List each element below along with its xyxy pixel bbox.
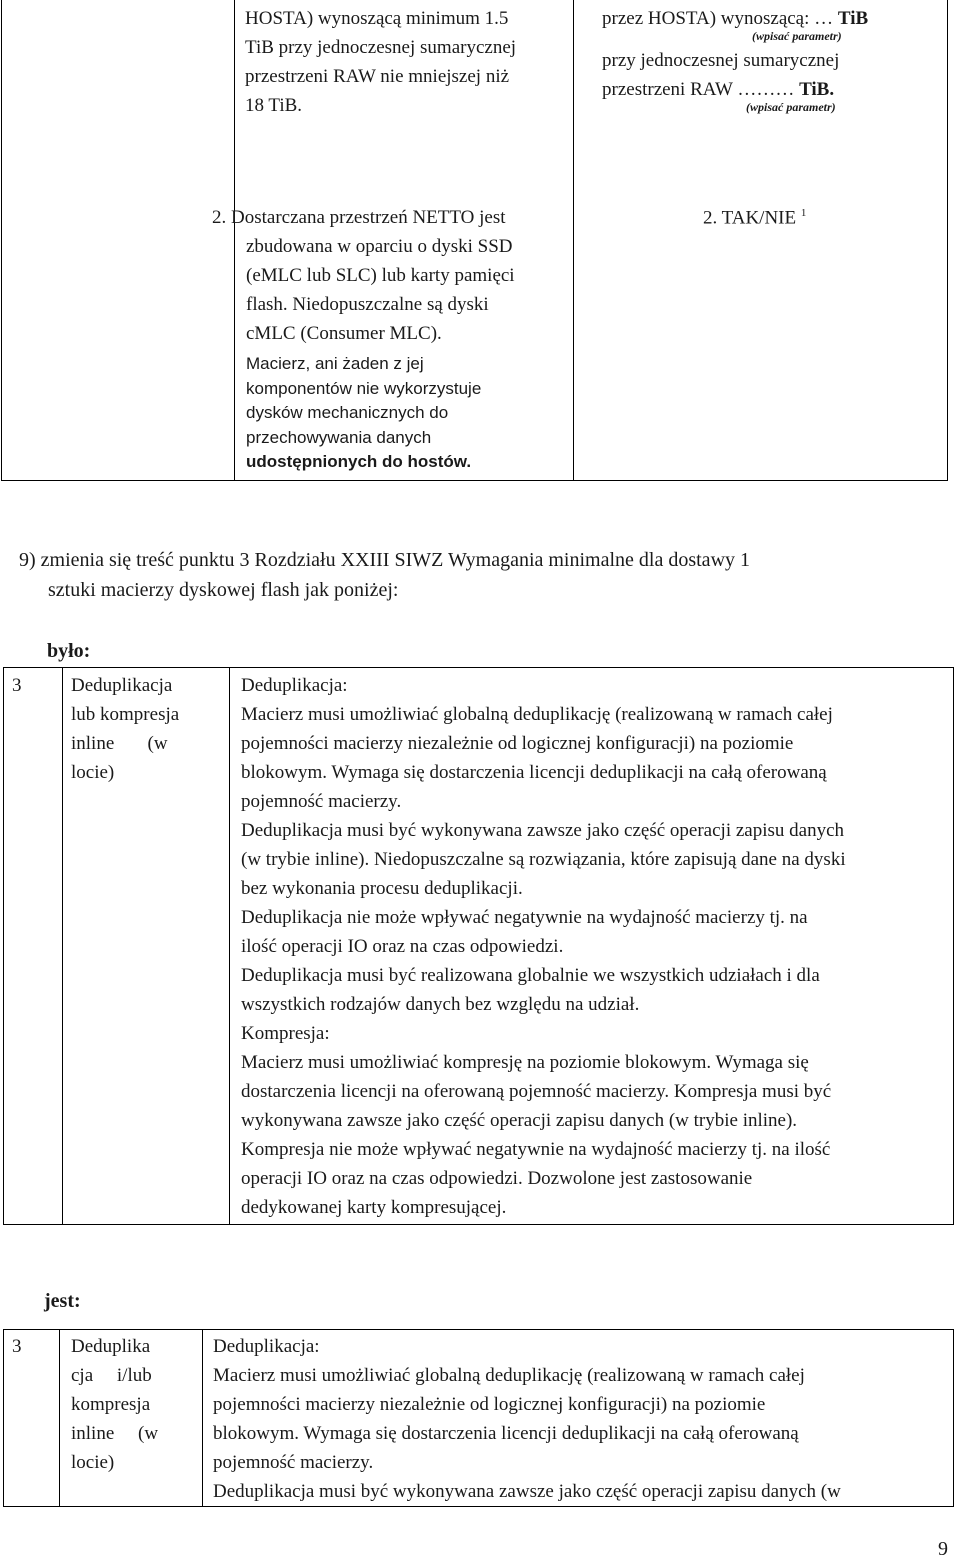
capacity-unit: TiB <box>837 8 869 29</box>
jest-description <box>213 1332 941 1506</box>
jest-border-desc <box>202 1329 203 1507</box>
jest-desc-line: Deduplikacja musi być wykonywana zawsze jako część operacji zapisu danych (w <box>213 1481 841 1502</box>
jest-name-line: kompresja <box>71 1394 151 1415</box>
jest-desc-line: blokowym. Wymaga się dostarczenia licencji deduplikacji na całą oferowaną <box>213 1423 799 1444</box>
jest-border-col1 <box>59 1329 60 1507</box>
jest-desc-line: Macierz musi umożliwiać globalną deduplikację (realizowaną w ramach całej <box>213 1365 805 1386</box>
bylo-desc-line: wszystkich rodzajów danych bez względu na udział. <box>241 994 640 1015</box>
bylo-border-bottom <box>3 1224 954 1225</box>
row2-left-bold-line: udostępnionych do hostów. <box>246 452 472 471</box>
table-border-right <box>947 0 948 481</box>
bylo-border-right <box>953 667 954 1225</box>
jest-right-region <box>899 1329 953 1507</box>
page-number: 9 <box>938 1538 948 1560</box>
bylo-border-col1 <box>62 667 63 1225</box>
table-border-col1 <box>234 0 235 481</box>
jest-desc-line: pojemność macierzy. <box>213 1452 374 1473</box>
bylo-item-number: 3 <box>12 675 22 696</box>
table-border-bottom <box>1 480 948 481</box>
bylo-desc-line: Deduplikacja musi być wykonywana zawsze jako część operacji zapisu danych <box>241 820 845 841</box>
jest-border-top <box>3 1329 954 1330</box>
table-border-col2 <box>573 0 574 481</box>
row2-left-cell <box>246 232 564 348</box>
capacity-label: przez HOSTA) wynoszącą: <box>602 8 810 29</box>
jest-desc-line: Deduplikacja: <box>213 1336 320 1357</box>
bylo-heading: było: <box>47 640 91 662</box>
row1-left-line: TiB przy jednoczesnej sumarycznej <box>245 37 517 58</box>
section-9 <box>19 545 919 605</box>
bylo-desc-line: Kompresja: <box>241 1023 330 1044</box>
bylo-desc-line: Kompresja nie może wpływać negatywnie na wydajność macierzy tj. na ilość <box>241 1139 831 1160</box>
row2-left-line: dysków mechanicznych do <box>246 403 449 422</box>
bylo-border-left <box>3 667 4 1225</box>
row2-left-cell-sans <box>246 352 564 475</box>
row2-left-number <box>212 203 564 232</box>
param-hint: (wpisać parametr) <box>746 100 836 114</box>
jest-name-line: locie) <box>71 1452 115 1473</box>
bylo-desc-line: ilość operacji IO oraz na czas odpowiedzi. <box>241 936 564 957</box>
row1-left-line: HOSTA) wynoszącą minimum 1.5 <box>245 8 509 29</box>
footnote-ref: 1 <box>800 207 807 219</box>
bylo-desc-line: Deduplikacja: <box>241 675 348 696</box>
row2-left-line: Macierz, ani żaden z jej <box>246 354 424 373</box>
row2-left-line: cMLC (Consumer MLC). <box>246 323 442 344</box>
jest-item-name <box>71 1332 170 1477</box>
bylo-desc-line: pojemność macierzy. <box>241 791 402 812</box>
jest-border-right <box>953 1329 954 1507</box>
bylo-desc-line: dedykowanej karty kompresującej. <box>241 1197 507 1218</box>
bylo-desc-line: Macierz musi umożliwiać globalną deduplikację (realizowaną w ramach całej <box>241 704 833 725</box>
bylo-item-name <box>71 671 198 787</box>
row2-left-line: 2. Dostarczana przestrzeń NETTO jest <box>212 207 506 228</box>
raw-line: przy jednoczesnej sumarycznej <box>602 50 840 71</box>
bylo-desc-line: Deduplikacja nie może wpływać negatywnie na wydajność macierzy tj. na <box>241 907 808 928</box>
bylo-border-top <box>3 667 954 668</box>
bylo-description <box>241 671 943 1222</box>
bylo-desc-line: pojemności macierzy niezależnie od logicznej konfiguracji) na poziomie <box>241 733 794 754</box>
bylo-name-line: lub kompresja <box>71 704 180 725</box>
bylo-desc-line: Deduplikacja musi być realizowana globalnie we wszystkich udziałach i dla <box>241 965 820 986</box>
bylo-desc-line: Macierz musi umożliwiać kompresję na poziomie blokowym. Wymaga się <box>241 1052 809 1073</box>
yes-no-answer[interactable]: 2. TAK/NIE <box>703 207 797 229</box>
row2-left-line: (eMLC lub SLC) lub karty pamięci <box>246 265 515 286</box>
raw-blank[interactable]: ……… <box>737 79 795 100</box>
jest-desc-line: pojemności macierzy niezależnie od logicznej konfiguracji) na poziomie <box>213 1394 766 1415</box>
row1-left-cell <box>245 4 561 120</box>
table-border-left <box>1 0 2 481</box>
section-9-line: 9) zmienia się treść punktu 3 Rozdziału XXIII SIWZ Wymagania minimalne dla dostawy 1 <box>19 549 751 571</box>
bylo-name-line: inline (w <box>71 733 168 754</box>
raw-label: przestrzeni RAW <box>602 79 733 100</box>
row1-right-cell <box>602 4 942 114</box>
bylo-desc-line: bez wykonania procesu deduplikacji. <box>241 878 523 899</box>
row1-left-line: 18 TiB. <box>245 95 303 116</box>
row2-left-line: zbudowana w oparciu o dyski SSD <box>246 236 513 257</box>
row2-left-line: komponentów nie wykorzystuje <box>246 378 482 398</box>
row1-left-line: przestrzeni RAW nie mniejszej niż <box>245 66 510 87</box>
row2-right-cell <box>703 199 806 232</box>
jest-name-line: Deduplika <box>71 1336 151 1357</box>
jest-border-left <box>3 1329 4 1507</box>
bylo-border-col2 <box>229 667 230 1225</box>
param-hint: (wpisać parametr) <box>752 29 842 43</box>
section-9-line: sztuki macierzy dyskowej flash jak poniżej: <box>48 579 399 601</box>
bylo-desc-line: dostarczenia licencji na oferowaną pojemność macierzy. Kompresja musi być <box>241 1081 832 1102</box>
bylo-name-line: locie) <box>71 762 115 783</box>
capacity-blank[interactable]: … <box>814 8 834 29</box>
jest-name-line: inline (w <box>71 1423 159 1444</box>
bylo-desc-line: wykonywana zawsze jako część operacji zapisu danych (w trybie inline). <box>241 1110 798 1131</box>
raw-unit: TiB. <box>799 79 835 100</box>
bylo-desc-line: blokowym. Wymaga się dostarczenia licencji deduplikacji na całą oferowaną <box>241 762 827 783</box>
jest-border-bottom <box>3 1506 954 1507</box>
jest-heading: jest: <box>44 1290 81 1312</box>
row2-left-line: flash. Niedopuszczalne są dyski <box>246 294 489 315</box>
bylo-desc-line: operacji IO oraz na czas odpowiedzi. Dozwolone jest zastosowanie <box>241 1168 753 1189</box>
bylo-name-line: Deduplikacja <box>71 675 173 696</box>
jest-item-number: 3 <box>12 1336 22 1357</box>
bylo-desc-line: (w trybie inline). Niedopuszczalne są rozwiązania, które zapisują dane na dyski <box>241 849 846 870</box>
row2-left-line: przechowywania danych <box>246 427 432 447</box>
jest-name-line: cja i/lub <box>71 1365 152 1386</box>
